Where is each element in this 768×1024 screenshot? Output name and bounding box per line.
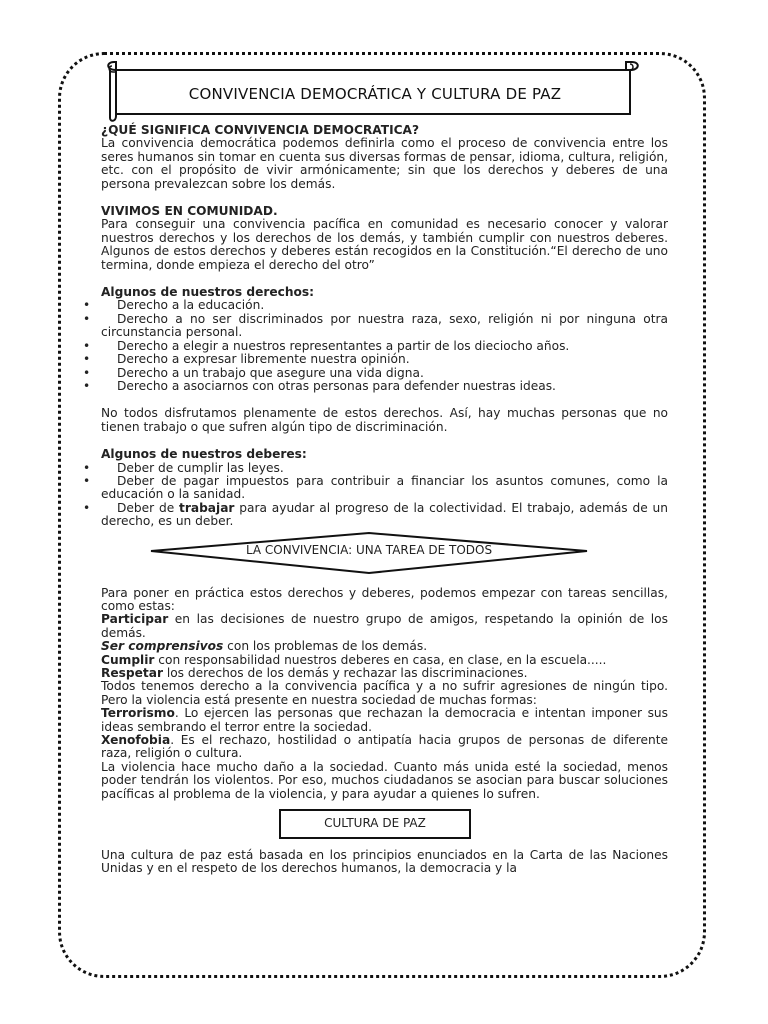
bullet-icon: • [83,365,91,380]
document-body [83,123,668,876]
bullet-icon: • [83,352,91,367]
section-paragraph: No todos disfrutamos plenamente de estos derechos. Así, hay muchas personas que no tienen trabajo o que sufren algún tipo de discriminación. [101,406,668,434]
violence-terrorismo: Terrorismo. Lo ejercen las personas que rechazan la democracia e intentan imponer sus ideas sembrando el terror entre la sociedad. [101,706,668,734]
culture-heading: CULTURA DE PAZ [279,809,471,839]
section-rights [83,285,668,393]
task-cumplir: Cumplir con responsabilidad nuestros deberes en casa, en clase, en la escuela..... [101,652,607,667]
task-comprensivos: Ser comprensivos con los problemas de los demás. [101,639,428,654]
page-title: CONVIVENCIA DEMOCRÁTICA Y CULTURA DE PAZ [188,85,562,103]
section-paragraph: Para conseguir una convivencia pacífica en comunidad es necesario conocer y valorar nuestros derechos y los derechos de los demás, y también cumplir con nuestros deberes. Algunos de estos derechos y deberes están recogidos en la Constitución.“El derecho de uno termina, donde empieza el derecho del otro” [101,217,668,272]
list-item: • Derecho a la educación. [83,298,265,313]
list-item: • Derecho a un trabajo que asegure una vida digna. [83,365,424,380]
bullet-icon: • [83,311,91,326]
bullet-icon: • [83,460,91,475]
section-paragraph: La convivencia democrática podemos definirla como el proceso de convivencia entre los seres humanos sin tomar en cuenta sus diversas formas de pensar, idioma, cultura, religión, etc. con el propósito de vivir armónicamente; sin que los derechos y deberes de una persona prevalezcan sobre los demás. [101,136,668,191]
task-respetar: Respetar los derechos de los demás y rechazar las discriminaciones. [101,666,528,680]
section-paragraph: La violencia hace mucho daño a la sociedad. Cuanto más unida esté la sociedad, menos poder tendrán los violentos. Por eso, muchos ciudadanos se asocian para buscar soluciones pacíficas al problema de la violencia, y para ayudar a quienes lo sufren. [101,759,668,801]
bullet-icon: • [83,500,91,515]
culture-heading-wrap [101,809,668,843]
rights-heading: Algunos de nuestros derechos: [101,285,315,300]
duties-heading: Algunos de nuestros deberes: [101,447,307,462]
rights-list [83,298,668,393]
violence-xenofobia: Xenofobia. Es el rechazo, hostilidad o antipatía hacia grupos de personas de diferente raza, religión o cultura. [101,733,668,761]
section-what-is [101,124,668,191]
list-item: • Deber de trabajar para ayudar al progreso de la colectividad. El trabajo, además de un derecho, es un deber. [83,500,668,529]
task-participar: Participar en las decisiones de nuestro grupo de amigos, respetando la opinión de los demás. [101,612,668,640]
bullet-icon: • [83,298,91,313]
list-item: • Deber de pagar impuestos para contribuir a financiar los asuntos comunes, como la educación o la sanidad. [83,473,668,502]
section-heading: VIVIMOS EN COMUNIDAD. [101,204,278,219]
section-tasks [101,587,668,802]
bullet-icon: • [83,378,91,393]
rights-note [101,407,668,434]
bullet-icon: • [83,338,91,353]
list-item: • Derecho a asociarnos con otras personas para defender nuestras ideas. [83,378,556,393]
duties-list [83,460,668,529]
list-item: • Derecho a no ser discriminados por nuestra raza, sexo, religión ni por ninguna otra circunstancia personal. [83,311,668,340]
section-paragraph: Una cultura de paz está basada en los principios enunciados en la Carta de las Naciones Unidas y en el respeto de los derechos humanos, la democracia y la [101,848,668,876]
section-community [101,205,668,272]
list-item: • Derecho a elegir a nuestros representantes a partir de los dieciocho años. [83,338,570,353]
diamond-heading [101,531,668,575]
section-paragraph: Para poner en práctica estos derechos y deberes, podemos empezar con tareas sencillas, como estas: [101,585,668,613]
section-duties [83,447,668,529]
list-item: • Deber de cumplir las leyes. [83,460,284,475]
section-paragraph: Todos tenemos derecho a la convivencia pacífica y a no sufrir agresiones de ningún tipo. Pero la violencia está presente en nuestra sociedad de muchas formas: [101,679,668,707]
list-item: • Derecho a expresar libremente nuestra opinión. [83,352,410,367]
diamond-title: LA CONVIVENCIA: UNA TAREA DE TODOS [245,542,493,557]
section-heading: ¿QUÉ SIGNIFICA CONVIVENCIA DEMOCRATICA? [101,123,420,137]
bullet-icon: • [83,473,91,488]
